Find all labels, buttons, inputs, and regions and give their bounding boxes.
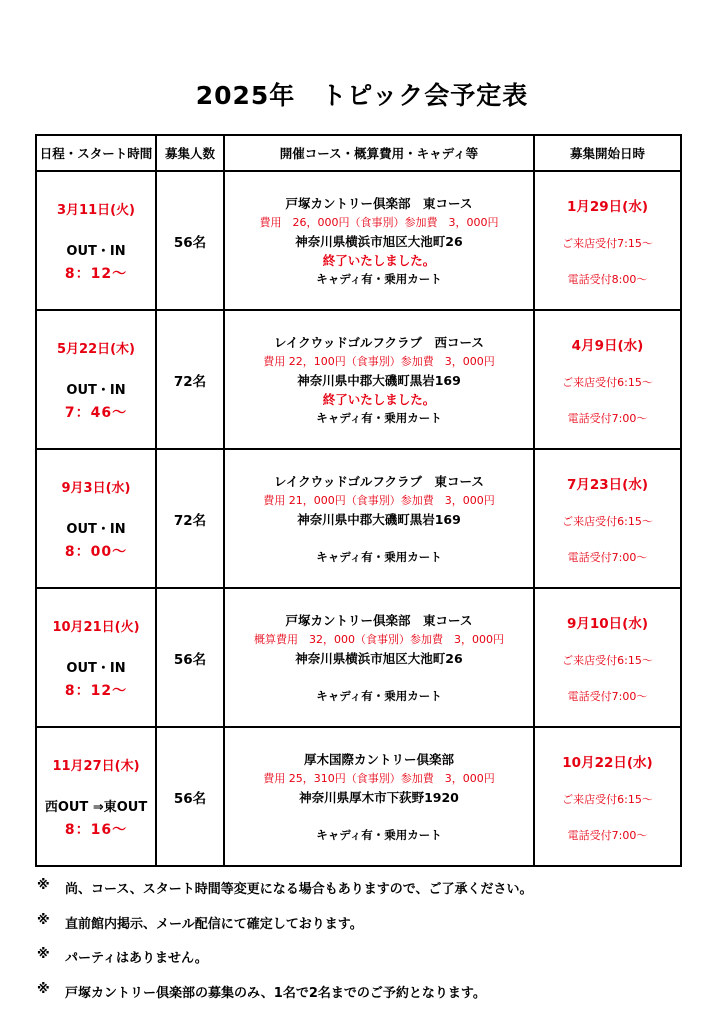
address: 神奈川県横浜市旭区大池町26 <box>295 651 463 666</box>
open-cell <box>534 588 681 727</box>
open-date: 4月9日(水) <box>571 337 644 354</box>
capacity: 72名 <box>173 512 207 529</box>
fee: 費用 22，100円（食事別）参加費 3，000円 <box>263 355 495 368</box>
open-date: 9月10日(水) <box>566 615 649 632</box>
note-text: 尚、コース、スタート時間等変更になる場合もありますので、ご了承ください。 <box>65 882 533 897</box>
fee: 費用 21，000円（食事別）参加費 3，000円 <box>263 494 495 507</box>
course-cell <box>224 588 534 727</box>
table-header-row <box>36 135 681 171</box>
phone-reception: 電話受付7:00～ <box>567 411 648 425</box>
route: 西OUT ⇒東OUT <box>44 799 148 815</box>
note-item <box>37 982 687 1017</box>
open-date: 1月29日(水) <box>566 198 649 215</box>
event-date: 11月27日(木) <box>52 758 140 774</box>
course-name: 厚木国際カントリー倶楽部 <box>303 752 454 767</box>
table-row <box>36 449 681 588</box>
capacity: 72名 <box>173 373 207 390</box>
address: 神奈川県中郡大磯町黒岩169 <box>297 373 461 388</box>
num-cell <box>156 171 224 310</box>
ended-notice <box>225 807 533 825</box>
store-reception: ご来店受付6:15～ <box>562 653 653 667</box>
caddy-info: キャディ有・乗用カート <box>316 550 442 564</box>
event-date: 5月22日(木) <box>56 341 136 357</box>
course-cell <box>224 449 534 588</box>
fee: 費用 26，000円（食事別）参加費 3，000円 <box>259 216 499 229</box>
date-cell <box>36 310 156 449</box>
capacity: 56名 <box>173 234 207 251</box>
ended-notice: 終了いたしました。 <box>322 392 436 407</box>
store-reception: ご来店受付7:15～ <box>562 236 653 250</box>
fee: 費用 25，310円（食事別）参加費 3，000円 <box>263 772 495 785</box>
schedule-table <box>35 134 682 867</box>
event-date: 9月3日(水) <box>61 480 131 496</box>
caddy-info: キャディ有・乗用カート <box>316 689 442 703</box>
course-cell <box>224 171 534 310</box>
note-item <box>37 878 687 913</box>
fee: 概算費用 32，000（食事別）参加費 3，000円 <box>254 633 504 646</box>
address: 神奈川県中郡大磯町黒岩169 <box>297 512 461 527</box>
start-time: 8：12～ <box>64 682 128 699</box>
note-text: 戸塚カントリー倶楽部の募集のみ、1名で2名までのご予約となります。 <box>65 985 486 1001</box>
address: 神奈川県厚木市下荻野1920 <box>299 790 459 805</box>
capacity: 56名 <box>173 651 207 668</box>
start-time: 8：00～ <box>64 543 128 560</box>
address: 神奈川県横浜市旭区大池町26 <box>295 234 463 249</box>
store-reception: ご来店受付6:15～ <box>562 792 653 806</box>
ended-notice <box>225 668 533 686</box>
open-date: 10月22日(水) <box>562 754 653 771</box>
store-reception: ご来店受付6:15～ <box>562 514 653 528</box>
num-cell <box>156 727 224 866</box>
notes-section <box>37 878 687 1016</box>
course-cell <box>224 310 534 449</box>
date-cell <box>36 727 156 866</box>
store-reception: ご来店受付6:15～ <box>562 375 653 389</box>
num-cell <box>156 588 224 727</box>
open-cell <box>534 171 681 310</box>
note-item <box>37 913 687 948</box>
page-title: 2025年 トピック会予定表 <box>195 81 529 110</box>
start-time: 7：46～ <box>64 404 128 421</box>
phone-reception: 電話受付7:00～ <box>567 689 648 703</box>
note-mark: ※ <box>37 878 50 893</box>
note-item <box>37 947 687 982</box>
num-cell <box>156 310 224 449</box>
course-name: レイクウッドゴルフクラブ 西コース <box>274 335 484 350</box>
phone-reception: 電話受付7:00～ <box>567 550 648 564</box>
open-date: 7月23日(水) <box>566 476 649 493</box>
phone-reception: 電話受付8:00～ <box>567 272 648 286</box>
date-cell <box>36 588 156 727</box>
start-time: 8：16～ <box>64 821 128 838</box>
event-date: 10月21日(火) <box>52 619 140 635</box>
header-open: 募集開始日時 <box>534 135 681 171</box>
route: OUT・IN <box>66 660 126 676</box>
date-cell <box>36 449 156 588</box>
phone-reception: 電話受付7:00～ <box>567 828 648 842</box>
open-cell <box>534 310 681 449</box>
note-mark: ※ <box>37 912 50 928</box>
note-text: パーティはありません。 <box>65 951 208 966</box>
ended-notice: 終了いたしました。 <box>322 253 436 268</box>
table-row <box>36 727 681 866</box>
course-name: 戸塚カントリー倶楽部 東コース <box>285 613 473 628</box>
header-course: 開催コース・概算費用・キャディ等 <box>224 135 534 171</box>
num-cell <box>156 449 224 588</box>
ended-notice <box>225 529 533 547</box>
header-num: 募集人数 <box>156 135 224 171</box>
table-row <box>36 588 681 727</box>
table-row <box>36 310 681 449</box>
caddy-info: キャディ有・乗用カート <box>316 411 442 425</box>
route: OUT・IN <box>66 521 126 537</box>
date-cell <box>36 171 156 310</box>
course-cell <box>224 727 534 866</box>
open-cell <box>534 727 681 866</box>
header-date: 日程・スタート時間 <box>36 135 156 171</box>
open-cell <box>534 449 681 588</box>
capacity: 56名 <box>173 790 207 807</box>
course-name: 戸塚カントリー倶楽部 東コース <box>285 196 473 211</box>
start-time: 8：12～ <box>64 265 128 282</box>
table-row <box>36 171 681 310</box>
caddy-info: キャディ有・乗用カート <box>316 828 442 842</box>
course-name: レイクウッドゴルフクラブ 東コース <box>274 474 484 489</box>
note-mark: ※ <box>37 947 50 962</box>
route: OUT・IN <box>66 382 126 398</box>
route: OUT・IN <box>66 243 126 259</box>
note-text: 直前館内掲示、メール配信にて確定しております。 <box>65 916 363 932</box>
note-mark: ※ <box>37 981 50 997</box>
caddy-info: キャディ有・乗用カート <box>316 272 442 286</box>
event-date: 3月11日(火) <box>56 202 136 218</box>
